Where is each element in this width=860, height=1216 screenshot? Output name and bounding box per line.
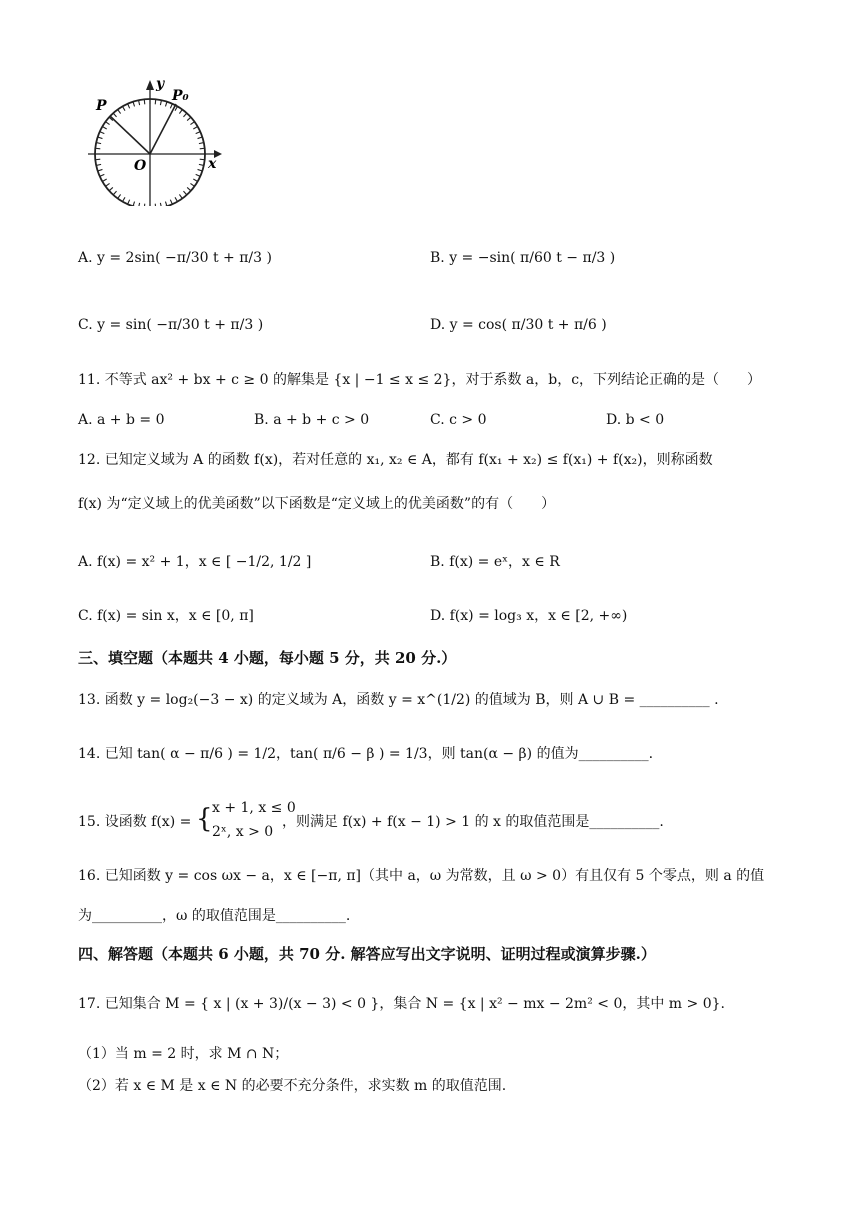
q15-case2: 2ˣ, x > 0 (212, 824, 274, 840)
q15-tail: ，则满足 f(x) + f(x − 1) > 1 的 x 的取值范围是__________. (282, 814, 664, 830)
circle-tick (144, 204, 145, 206)
q15-case1: x + 1, x ≤ 0 (212, 800, 296, 816)
q12-option-a[interactable]: A. f(x) = x² + 1，x ∈ [ −1/2, 1/2 ] (78, 554, 312, 570)
section-4-heading: 四、解答题（本题共 6 小题，共 70 分. 解答应写出文字说明、证明过程或演算步骤.） (78, 945, 656, 963)
circle-diagram (82, 76, 232, 206)
q12-option-c[interactable]: C. f(x) = sin x，x ∈ [0, π] (78, 608, 254, 624)
q11-option-b[interactable]: B. a + b + c > 0 (254, 412, 370, 428)
q12-stem-line1: 12. 已知定义域为 A 的函数 f(x)，若对任意的 x₁, x₂ ∈ A，都有 f(x₁ + x₂) ≤ f(x₁) + f(x₂)，则称函数 (78, 452, 713, 468)
q17-part1: （1）当 m = 2 时，求 M ∩ N； (78, 1046, 289, 1062)
q11-option-d[interactable]: D. b < 0 (606, 412, 665, 428)
y-axis-arrow (146, 80, 154, 90)
section-3-heading: 三、填空题（本题共 4 小题，每小题 5 分，共 20 分.） (78, 649, 457, 667)
q17-part2: （2）若 x ∈ M 是 x ∈ N 的必要不充分条件，求实数 m 的取值范围. (78, 1078, 507, 1094)
circle-tick (139, 203, 140, 206)
q17-stem: 17. 已知集合 M = { x | (x + 3)/(x − 3) < 0 }，集合 N = {x | x² − mx − 2m² < 0，其中 m > 0}. (78, 996, 725, 1012)
q11-option-c[interactable]: C. c > 0 (430, 412, 487, 428)
q15-lead: 15. 设函数 f(x) = (78, 814, 192, 830)
y-label: y (156, 76, 165, 92)
q12-option-d[interactable]: D. f(x) = log₃ x，x ∈ [2, +∞) (430, 608, 628, 624)
q14: 14. 已知 tan( α − π/6 ) = 1/2，tan( π/6 − β ) = 1/3，则 tan(α − β) 的值为__________. (78, 746, 654, 762)
x-label: x (208, 156, 217, 172)
q11-option-a[interactable]: A. a + b = 0 (78, 412, 165, 428)
q11-stem: 11. 不等式 ax² + bx + c ≥ 0 的解集是 {x | −1 ≤ x ≤ 2}，对于系数 a，b，c，下列结论正确的是（ ） (78, 372, 762, 388)
point-p0-label: P₀ (172, 88, 189, 104)
radius-op (110, 116, 150, 154)
q16-line2: 为__________，ω 的取值范围是__________. (78, 908, 351, 924)
radius-op0 (150, 104, 176, 154)
q13: 13. 函数 y = log₂(−3 − x) 的定义域为 A，函数 y = x^(1/2) 的值域为 B，则 A ∪ B = __________ . (78, 692, 719, 708)
circle-tick (165, 202, 167, 206)
q15-brace: { (196, 804, 213, 834)
q10-option-a[interactable]: A. y = 2sin( −π/30 t + π/3 ) (78, 250, 272, 266)
q16-line1: 16. 已知函数 y = cos ωx − a，x ∈ [−π, π]（其中 a，ω 为常数，且 ω > 0）有且仅有 5 个零点，则 a 的值 (78, 868, 765, 884)
circle-tick (133, 202, 135, 206)
circle-figure (82, 76, 232, 210)
origin-label: O (134, 158, 147, 174)
q10-option-b[interactable]: B. y = −sin( π/60 t − π/3 ) (430, 250, 616, 266)
q10-option-d[interactable]: D. y = cos( π/30 t + π/6 ) (430, 317, 607, 333)
q12-stem-line2: f(x) 为“定义域上的优美函数”以下函数是“定义域上的优美函数”的有（ ） (78, 496, 556, 512)
q10-option-c[interactable]: C. y = sin( −π/30 t + π/3 ) (78, 317, 264, 333)
circle-tick (155, 204, 156, 206)
point-p-label: P (96, 98, 107, 114)
q12-option-b[interactable]: B. f(x) = eˣ，x ∈ R (430, 554, 560, 570)
circle-tick (160, 203, 161, 206)
